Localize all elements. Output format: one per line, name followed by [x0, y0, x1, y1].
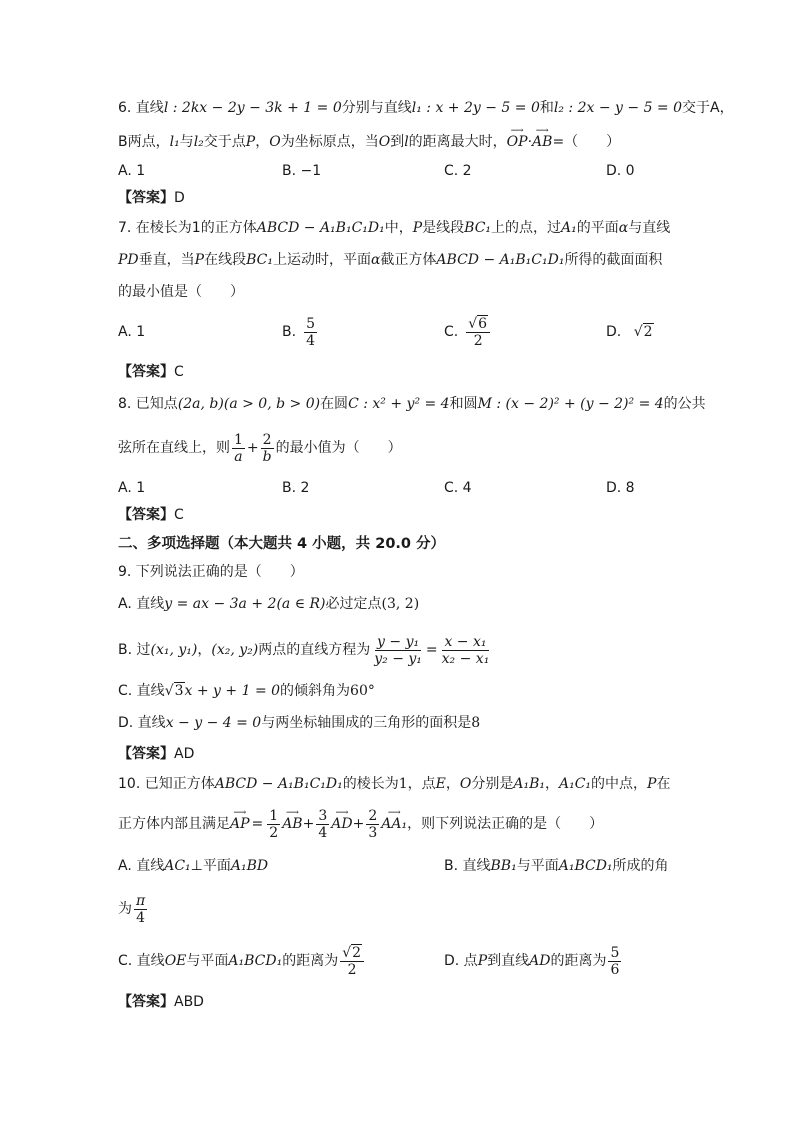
numerator: 3	[318, 807, 328, 824]
option-label: D.	[606, 324, 622, 340]
q8-line2	[118, 428, 402, 468]
numerator: 5	[610, 944, 620, 961]
q7-text: 垂直，当	[138, 252, 195, 268]
option-label: C.	[444, 324, 459, 340]
q6-text: =（ ）	[552, 134, 621, 150]
q7-text: 是线段	[422, 220, 465, 236]
answer-value: D	[174, 190, 185, 206]
plus-sign: +	[352, 816, 365, 832]
q10-vector-aa1: ⟶ AA₁	[381, 814, 407, 834]
q10-text: B. 直线	[444, 858, 491, 874]
q8-text: 的公共	[663, 396, 706, 412]
q6-text: 与	[179, 134, 194, 150]
q10-text: 分别是	[471, 776, 514, 792]
q10-math: A₁B₁	[513, 776, 545, 792]
q10-option-c	[118, 940, 366, 982]
q7-math: BC₁	[246, 252, 273, 268]
q8-option-a: A. 1	[118, 480, 146, 496]
q7-option-d	[606, 322, 654, 342]
q10-math: A₁BCD₁	[228, 953, 283, 969]
q9-text: C. 直线	[118, 683, 165, 699]
sqrt: √2	[342, 944, 362, 961]
denominator: x₂ − x₁	[441, 650, 490, 667]
q7-math: P	[412, 220, 423, 236]
q7-math: BC₁	[464, 220, 492, 236]
q7-line3: 的最小值是（ ）	[118, 284, 244, 300]
q7-math: PD	[118, 252, 139, 268]
q10-answer	[118, 991, 204, 1011]
q7-option-a: A. 1	[118, 324, 146, 340]
q10-vector-ab: ⟶ AB	[282, 814, 302, 834]
fraction	[372, 634, 424, 667]
q9-math: 60°	[350, 683, 375, 699]
q8-line1	[118, 394, 706, 414]
q10-text: 的中点，	[591, 776, 648, 792]
q9-math: (x₂, y₂)	[211, 642, 259, 658]
q7-math: P	[194, 252, 205, 268]
q6-math: l : 2kx − 2y − 3k + 1 = 0	[163, 100, 342, 116]
q10-math: 1	[398, 776, 408, 792]
q6-math: O	[378, 134, 391, 150]
q8-text: 在圆	[320, 396, 349, 412]
q6-line1	[118, 98, 734, 118]
q10-text: 的距离为	[282, 953, 339, 969]
q7-math: α	[370, 252, 381, 268]
answer-label: 【答案】	[118, 994, 174, 1010]
q10-math: P	[647, 776, 657, 792]
sqrt: √2	[633, 324, 653, 340]
q7-text: 所得的截面面积	[564, 252, 663, 268]
denominator: 3	[368, 824, 378, 841]
q9-option-b	[118, 630, 493, 670]
q10-option-b	[444, 856, 669, 876]
q10-text: 与平面	[516, 858, 559, 874]
q10-math: ABCD − A₁B₁C₁D₁	[214, 776, 343, 792]
option-label: B.	[282, 324, 297, 340]
q7-line1	[118, 218, 670, 238]
fraction	[366, 808, 379, 841]
q7-text: 的平面	[576, 220, 619, 236]
q10-text: 的棱长为	[342, 776, 399, 792]
q8-option-c: C. 4	[444, 480, 472, 496]
fraction	[608, 945, 621, 978]
q7-answer	[118, 361, 184, 381]
q6-option-d: D. 0	[606, 163, 635, 179]
q6-math: l	[404, 134, 409, 150]
q6-text: ，	[255, 134, 270, 150]
denominator: a	[234, 448, 243, 465]
numerator: y − y₁	[377, 633, 420, 650]
q8-option-d: D. 8	[606, 480, 635, 496]
q9-math: y = ax − 3a + 2(a ∈ R)	[164, 596, 326, 612]
q6-math: O	[269, 134, 281, 150]
q6-text: 交于点	[203, 134, 246, 150]
q7-math: ABCD − A₁B₁C₁D₁	[436, 252, 565, 268]
q7-text: 上运动时，平面	[272, 252, 371, 268]
q7-math: ABCD − A₁B₁C₁D₁	[256, 220, 385, 236]
plus-sign: +	[302, 816, 315, 832]
q6-text: 分别与直线	[341, 100, 412, 116]
answer-value: ABD	[174, 994, 204, 1010]
q10-math: AD	[529, 953, 551, 969]
q7-text: 中，	[384, 220, 413, 236]
q10-text: ，则下列说法正确的是（ ）	[407, 816, 604, 832]
q10-text: C. 直线	[118, 953, 165, 969]
q8-answer	[118, 504, 184, 524]
q6-text: 交于A，	[682, 100, 734, 116]
q10-text: 到直线	[487, 953, 530, 969]
q7-math: α	[618, 220, 629, 236]
q8-text: 和圆	[449, 396, 478, 412]
sqrt: √3	[164, 683, 184, 699]
sqrt: √6	[468, 315, 488, 332]
q9-math: x + y + 1 = 0	[184, 683, 281, 699]
numerator	[466, 316, 490, 333]
q10-math: OE	[164, 953, 187, 969]
q6-line2	[118, 132, 620, 152]
q9-text: 的倾斜角为	[280, 683, 351, 699]
q7-text: 截正方体	[380, 252, 437, 268]
q10-math: BB₁	[490, 858, 517, 874]
denominator: b	[262, 448, 272, 465]
q10-text: D. 点	[444, 953, 478, 969]
numerator	[340, 945, 364, 962]
plus-sign: +	[246, 440, 259, 456]
numerator: 2	[368, 807, 378, 824]
q10-text: 正方体内部且满足	[118, 816, 230, 832]
q9-text: B. 过	[118, 642, 151, 658]
numerator: 1	[269, 807, 279, 824]
q9-text: 两点的直线方程为	[258, 642, 371, 658]
q7-option-c	[444, 312, 492, 352]
denominator: 4	[306, 332, 315, 349]
q8-math: (2a, b)(a > 0, b > 0)	[177, 396, 321, 412]
q9-text: 与两坐标轴围成的三角形的面积是	[261, 715, 472, 731]
q10-math: A₁BCD₁	[558, 858, 613, 874]
numerator: π	[136, 892, 146, 909]
q8-text: 的最小值为（ ）	[275, 440, 402, 456]
q9-text: ，	[197, 642, 212, 658]
q6-option-a: A. 1	[118, 163, 146, 179]
q9-text: A. 直线	[118, 596, 165, 612]
q7-text: 与直线	[628, 220, 671, 236]
answer-value: AD	[174, 746, 195, 762]
q10-text: A. 直线	[118, 858, 165, 874]
answer-label: 【答案】	[118, 364, 174, 380]
fraction	[232, 432, 245, 465]
q10-text: ，	[445, 776, 460, 792]
answer-label: 【答案】	[118, 507, 174, 523]
fraction	[340, 945, 364, 978]
q7-text: 上的点，过	[491, 220, 562, 236]
q6-text: B两点，	[118, 134, 170, 150]
fraction	[440, 634, 492, 667]
section-heading: 二、多项选择题（本大题共 4 小题，共 20.0 分）	[118, 536, 446, 552]
q10-vector-ad: ⟶ AD	[331, 814, 352, 834]
answer-label: 【答案】	[118, 190, 174, 206]
denominator: 4	[318, 824, 328, 841]
q6-text: 6. 直线	[118, 100, 164, 116]
q9-option-d	[118, 713, 480, 733]
equals-sign: =	[425, 642, 438, 658]
q7-line2	[118, 250, 662, 270]
q6-text: 和	[539, 100, 554, 116]
q8-text: 弦所在直线上，则	[118, 440, 230, 456]
q8-option-b: B. 2	[282, 480, 310, 496]
answer-value: C	[174, 364, 184, 380]
denominator: 2	[347, 961, 357, 978]
q6-math: l₁	[169, 134, 180, 150]
fraction	[304, 316, 317, 349]
fraction	[134, 893, 147, 926]
fraction	[267, 808, 280, 841]
q10-math: A₁BD	[230, 858, 269, 874]
radicand: 2	[643, 324, 653, 340]
q9-answer	[118, 743, 194, 763]
q7-text: 7. 在棱长为1的正方体	[118, 220, 257, 236]
q10-text: 10. 已知正方体	[118, 776, 215, 792]
q6-option-b: B. −1	[282, 163, 322, 179]
q6-vector-ab: ⟶ AB	[532, 132, 552, 152]
q9-option-c	[118, 681, 375, 701]
q10-text: ，点	[407, 776, 436, 792]
q6-math: l₁ : x + 2y − 5 = 0	[411, 100, 540, 116]
fraction	[466, 316, 490, 349]
numerator: x − x₁	[444, 633, 487, 650]
answer-label: 【答案】	[118, 746, 174, 762]
q7-math: A₁	[561, 220, 577, 236]
q10-math: A₁C₁	[559, 776, 592, 792]
q8-math: M : (x − 2)² + (y − 2)² = 4	[477, 396, 664, 412]
radicand: 2	[352, 944, 362, 961]
q10-text: ，	[545, 776, 559, 792]
q9-math: 8	[471, 715, 481, 731]
q6-dot: ·	[527, 134, 533, 150]
q6-math: P	[245, 134, 256, 150]
q10-math: O	[459, 776, 472, 792]
q9-math: (3, 2)	[381, 596, 420, 612]
denominator: 2	[473, 332, 483, 349]
q6-math: l₂ : 2x − y − 5 = 0	[553, 100, 683, 116]
q6-vector-op: ⟶ OP	[507, 132, 528, 152]
q10-text: 与平面	[186, 953, 229, 969]
q10-option-b-cont	[118, 888, 149, 930]
q10-math: AC₁	[164, 858, 191, 874]
q10-text: 所成的角	[612, 858, 669, 874]
q10-text: 在	[656, 776, 671, 792]
numerator: 2	[262, 431, 272, 448]
numerator: 5	[306, 315, 315, 332]
q9-text: D. 直线	[118, 715, 166, 731]
q10-vector-ap: ⟶ AP	[230, 814, 250, 834]
denominator: 2	[269, 824, 279, 841]
q9-math: x − y − 4 = 0	[165, 715, 262, 731]
fraction	[261, 432, 274, 465]
denominator: 6	[610, 961, 620, 978]
q8-text: 8. 已知点	[118, 396, 178, 412]
q6-option-c: C. 2	[444, 163, 472, 179]
q10-math: P	[477, 953, 488, 969]
radicand: 6	[478, 315, 488, 332]
q6-answer	[118, 187, 185, 207]
q10-text: 的距离为	[550, 953, 607, 969]
q6-math: l₂	[193, 134, 204, 150]
q9-stem: 9. 下列说法正确的是（ ）	[118, 564, 304, 580]
q10-line2	[118, 804, 603, 844]
radicand: 3	[174, 683, 184, 699]
denominator: y₂ − y₁	[374, 650, 422, 667]
equals-sign: =	[251, 816, 264, 832]
fraction	[316, 808, 329, 841]
q10-text: ⊥平面	[190, 858, 231, 874]
q10-text: 为	[118, 901, 132, 917]
denominator: 4	[136, 909, 146, 926]
q10-option-a	[118, 856, 268, 876]
q6-text: 的距离最大时，	[408, 134, 507, 150]
q10-option-d	[444, 940, 623, 982]
q7-option-b	[282, 312, 319, 352]
q6-text: 到	[390, 134, 405, 150]
answer-value: C	[174, 507, 184, 523]
q7-text: 在线段	[204, 252, 247, 268]
q9-text: 必过定点	[325, 596, 382, 612]
q6-text: 为坐标原点，当	[280, 134, 379, 150]
q9-option-a	[118, 594, 419, 614]
numerator: 1	[234, 431, 243, 448]
q8-math: C : x² + y² = 4	[348, 396, 450, 412]
q10-line1	[118, 774, 670, 794]
q9-math: (x₁, y₁)	[150, 642, 198, 658]
q10-math: E	[435, 776, 446, 792]
